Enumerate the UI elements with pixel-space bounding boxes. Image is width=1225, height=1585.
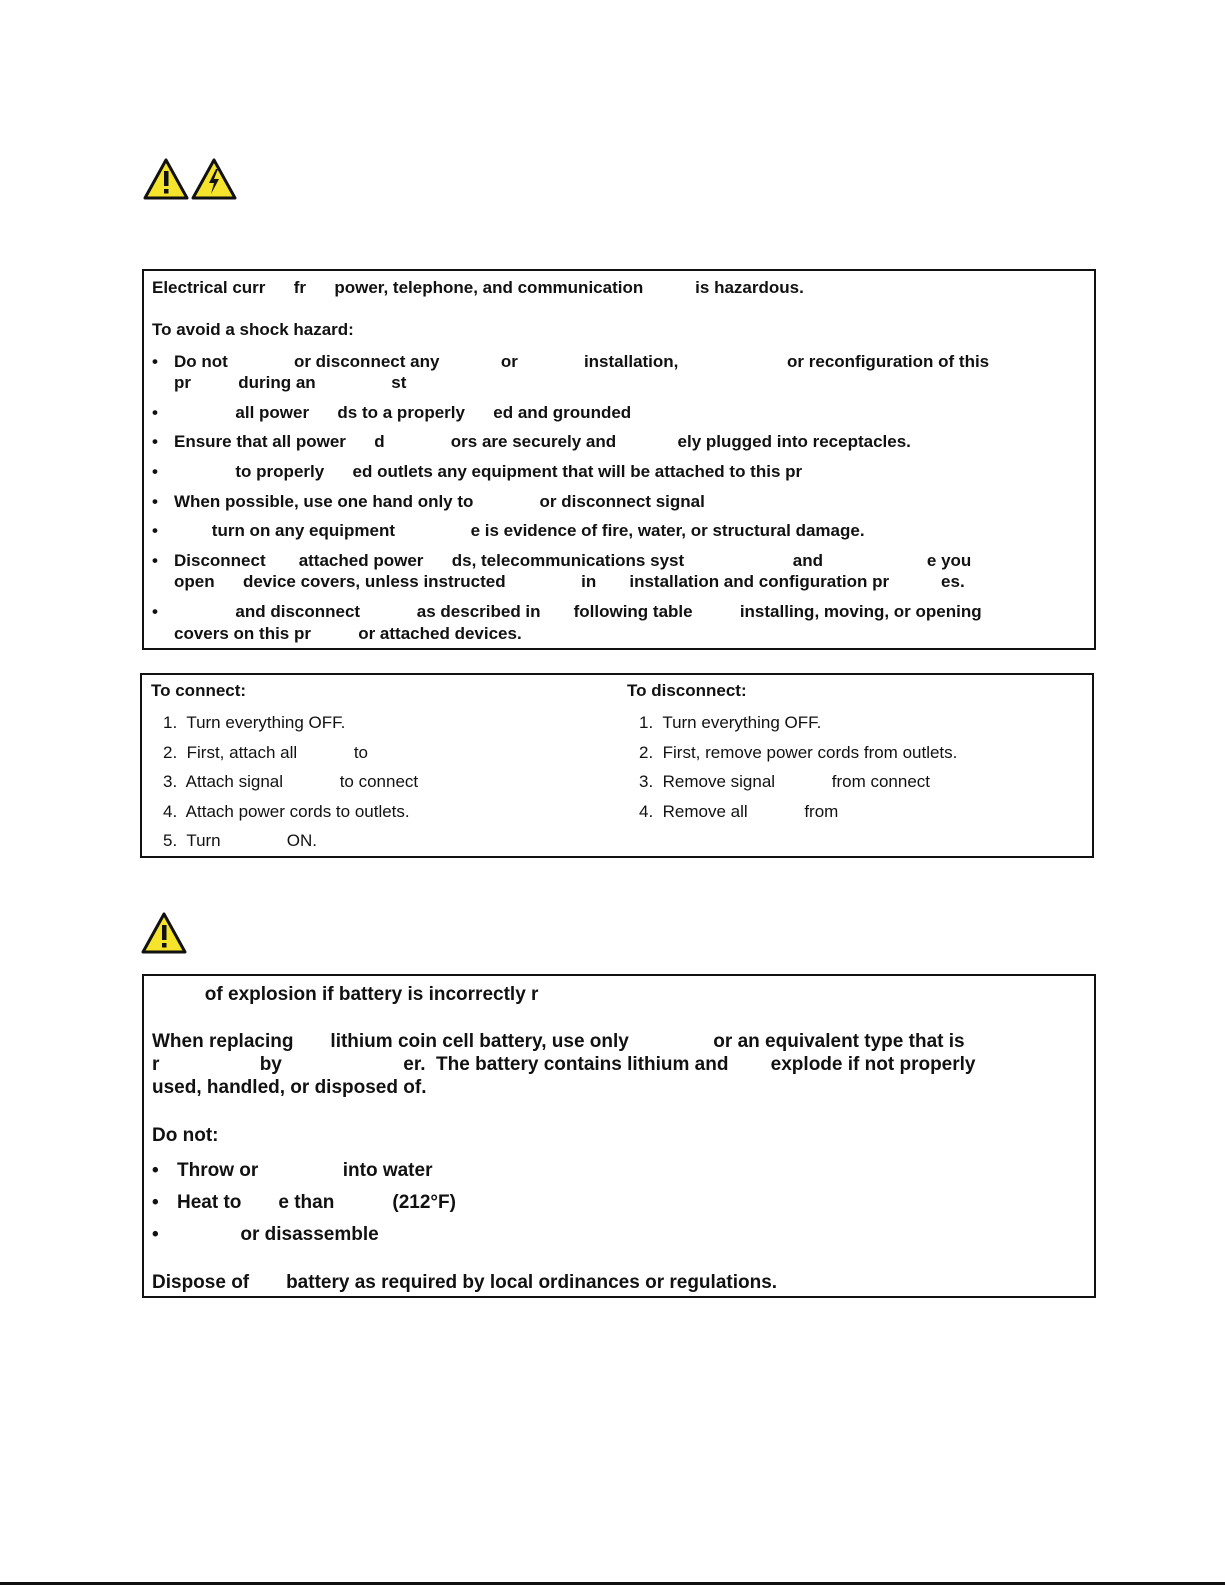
bullet-marker: • — [152, 352, 158, 371]
bullet-marker: • — [152, 1192, 159, 1213]
bullet-marker: • — [152, 551, 158, 570]
connect-heading: To connect: — [151, 681, 247, 700]
list-item: When possible, use one hand only to or disconnect signal — [174, 492, 705, 511]
battery-caution-title: of explosion if battery is incorrectly r — [152, 984, 539, 1005]
connect-step: 5. Turn ON. — [163, 831, 317, 850]
disconnect-heading: To disconnect: — [627, 681, 747, 700]
shock-hazard-intro: Electrical curr fr power, telephone, and communication is hazardous. — [152, 278, 804, 297]
battery-caution-notice — [142, 974, 1096, 1298]
disconnect-step: 2. First, remove power cords from outlets. — [639, 743, 958, 762]
battery-paragraph-line: used, handled, or disposed of. — [152, 1077, 427, 1098]
list-item: Heat to e than (212°F) — [177, 1192, 456, 1213]
bullet-marker: • — [152, 432, 158, 451]
bullet-marker: • — [152, 492, 158, 511]
list-item: to properly ed outlets any equipment that will be attached to this pr — [174, 462, 803, 481]
bullet-marker: • — [152, 403, 158, 422]
list-item: or disassemble — [177, 1224, 379, 1245]
shock-hazard-heading: To avoid a shock hazard: — [152, 320, 354, 339]
disconnect-step: 3. Remove signal from connect — [639, 772, 931, 791]
disconnect-step: 4. Remove all from — [639, 802, 839, 821]
connect-step: 1. Turn everything OFF. — [163, 713, 346, 732]
bullet-marker: • — [152, 462, 158, 481]
list-item-continuation: open device covers, unless instructed in installation and configuration pr es. — [174, 572, 965, 591]
list-item: Throw or into water — [177, 1160, 433, 1181]
disconnect-step: 1. Turn everything OFF. — [639, 713, 822, 732]
caution-triangle-icon — [143, 158, 189, 200]
bullet-marker: • — [152, 602, 158, 621]
bullet-marker: • — [152, 521, 158, 540]
list-item: Ensure that all power d ors are securely and ely plugged into receptacles. — [174, 432, 911, 451]
list-item: Disconnect attached power ds, telecommunications syst and e you — [174, 551, 972, 570]
caution-triangle-icon — [141, 912, 187, 954]
connect-disconnect-table — [140, 673, 1094, 858]
list-item-continuation: covers on this pr or attached devices. — [174, 624, 522, 643]
bullet-marker: • — [152, 1160, 159, 1181]
connect-step: 3. Attach signal to connect — [163, 772, 419, 791]
battery-paragraph-line: r by er. The battery contains lithium and explode if not properly — [152, 1054, 976, 1075]
bullet-marker: • — [152, 1224, 159, 1245]
connect-step: 4. Attach power cords to outlets. — [163, 802, 410, 821]
battery-paragraph-line: When replacing lithium coin cell battery, use only or an equivalent type that is — [152, 1031, 965, 1052]
shock-hazard-notice — [142, 269, 1096, 650]
list-item: all power ds to a properly ed and grounded — [174, 403, 632, 422]
electrical-hazard-icon — [191, 158, 237, 200]
do-not-heading: Do not: — [152, 1125, 219, 1146]
list-item-continuation: pr during an st — [174, 373, 407, 392]
list-item: and disconnect as described in following table installing, moving, or opening — [174, 602, 982, 621]
list-item: Do not or disconnect any or installation, or reconfiguration of this — [174, 352, 990, 371]
connect-step: 2. First, attach all to — [163, 743, 369, 762]
dispose-instruction: Dispose of battery as required by local ordinances or regulations. — [152, 1272, 778, 1293]
list-item: turn on any equipment e is evidence of fire, water, or structural damage. — [174, 521, 865, 540]
